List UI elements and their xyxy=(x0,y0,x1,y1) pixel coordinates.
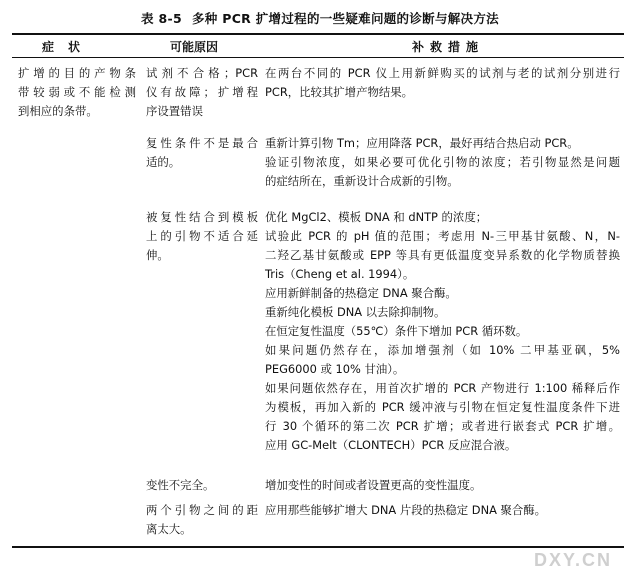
header-remedy: 补救措施 xyxy=(412,40,485,54)
cause-line: 变性不完全。 xyxy=(146,478,215,492)
remedy-cell xyxy=(265,208,620,455)
cause-cell xyxy=(146,64,258,121)
remedy-line: 二羟乙基甘氨酸或 EPP 等具有更低温度变异系数的化学物质替换 xyxy=(265,248,620,262)
cause-cell xyxy=(146,476,258,495)
table-number: 表 8-5 xyxy=(141,11,182,26)
cause-cell xyxy=(146,501,258,539)
symptom-line: 带较弱或不能检测 xyxy=(18,85,136,99)
cause-line: 适的。 xyxy=(146,155,181,169)
symptom-line: 扩增的目的产物条 xyxy=(18,66,136,80)
remedy-cell xyxy=(265,64,620,102)
remedy-line: 优化 MgCl2、模板 DNA 和 dNTP 的浓度； xyxy=(265,210,488,224)
remedy-cell xyxy=(265,476,620,495)
remedy-line: 如果问题仍然存在，添加增强剂（如 10% 二甲基亚砜，5% xyxy=(265,343,620,357)
bottom-rule xyxy=(12,546,624,548)
remedy-line: PEG6000 或 10% 甘油）。 xyxy=(265,362,405,376)
symptom-cell xyxy=(18,64,136,121)
symptom-line: 到相应的条带。 xyxy=(18,104,98,118)
remedy-line: 行 30 个循环的第二次 PCR 扩增；或者进行嵌套式 PCR 扩增。 xyxy=(265,419,620,433)
cause-line: 被复性结合到模板 xyxy=(146,210,258,224)
cause-cell xyxy=(146,208,258,265)
remedy-line: 应用 GC-Melt（CLONTECH）PCR 反应混合液。 xyxy=(265,438,517,452)
table-title xyxy=(0,9,640,27)
cause-line: 序设置错误 xyxy=(146,104,203,118)
cause-line: 两个引物之间的距 xyxy=(146,503,258,517)
remedy-line: 应用新鲜制备的热稳定 DNA 聚合酶。 xyxy=(265,286,457,300)
remedy-line: Tris（Cheng et al. 1994）。 xyxy=(265,267,415,281)
header-rule xyxy=(12,57,624,58)
header-cause: 可能原因 xyxy=(170,40,219,54)
header-symptom: 症状 xyxy=(42,40,95,54)
watermark: DXY.CN xyxy=(533,550,612,570)
cause-line: 离太大。 xyxy=(146,522,192,536)
remedy-line: 验证引物浓度，如果必要可优化引物的浓度；若引物显然是问题 xyxy=(265,155,620,169)
cause-line: 仪有故障；扩增程 xyxy=(146,85,258,99)
cause-line: 上的引物不适合延 xyxy=(146,229,258,243)
remedy-line: 在恒定复性温度（55℃）条件下增加 PCR 循环数。 xyxy=(265,324,528,338)
remedy-line: 应用那些能够扩增大 DNA 片段的热稳定 DNA 聚合酶。 xyxy=(265,503,547,517)
remedy-line: 重新纯化模板 DNA 以去除抑制物。 xyxy=(265,305,446,319)
remedy-line: 的症结所在，重新设计合成新的引物。 xyxy=(265,174,459,188)
remedy-line: 如果问题依然存在，用首次扩增的 PCR 产物进行 1:100 稀释后作 xyxy=(265,381,620,395)
cause-line: 伸。 xyxy=(146,248,169,262)
remedy-line: 重新计算引物 Tm；应用降落 PCR，最好再结合热启动 PCR。 xyxy=(265,136,579,150)
remedy-line: PCR，比较其扩增产物结果。 xyxy=(265,85,414,99)
remedy-line: 增加变性的时间或者设置更高的变性温度。 xyxy=(265,478,482,492)
remedy-cell xyxy=(265,501,620,520)
remedy-cell xyxy=(265,134,620,191)
remedy-line: 为模板，再加入新的 PCR 缓冲液与引物在恒定复性温度条件下进 xyxy=(265,400,620,414)
cause-line: 复性条件不是最合 xyxy=(146,136,258,150)
cause-cell xyxy=(146,134,258,172)
remedy-line: 试验此 PCR 的 pH 值的范围；考虑用 N-三甲基甘氨酸、N，N- xyxy=(265,229,620,243)
table-caption: 多种 PCR 扩增过程的一些疑难问题的诊断与解决方法 xyxy=(191,11,499,26)
remedy-line: 在两台不同的 PCR 仪上用新鲜购买的试剂与老的试剂分别进行 xyxy=(265,66,620,80)
cause-line: 试剂不合格；PCR xyxy=(146,66,258,80)
top-rule xyxy=(12,33,624,35)
